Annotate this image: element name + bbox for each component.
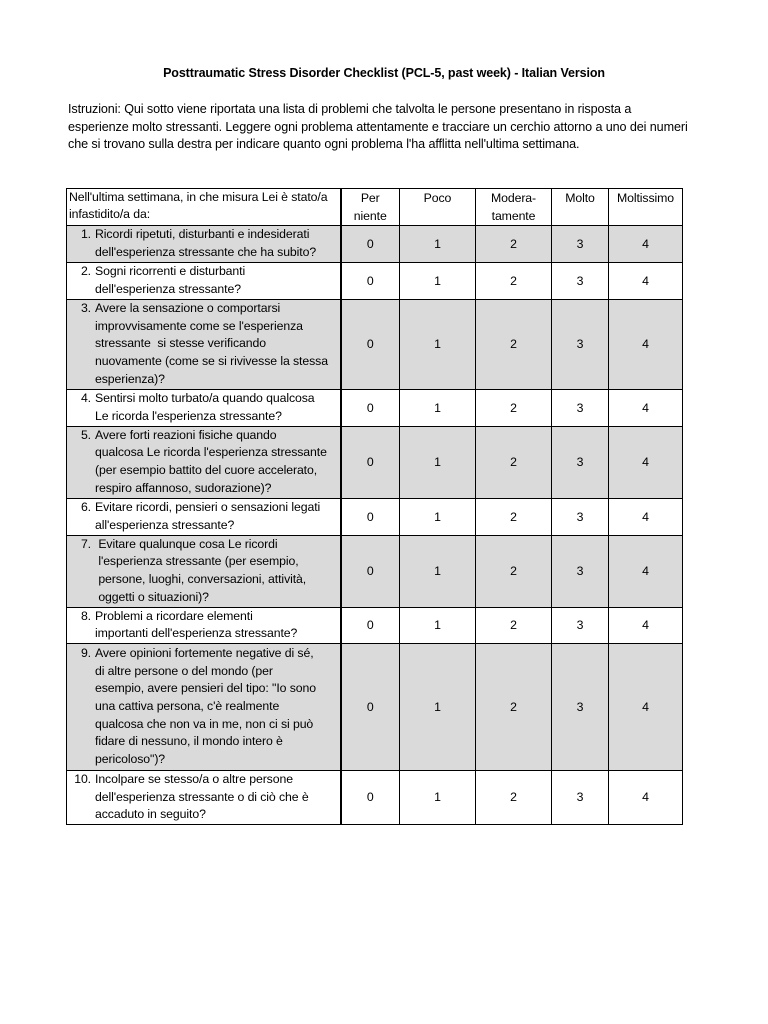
score-option-per-niente[interactable]: 0: [341, 300, 400, 390]
score-option-moderatamente[interactable]: 2: [476, 498, 552, 535]
column-header-moltissimo: Moltissimo: [609, 189, 683, 226]
item-question-cell: [67, 643, 341, 770]
item-number: 5.: [80, 427, 91, 442]
score-option-moltissimo[interactable]: 4: [609, 389, 683, 426]
score-option-moderatamente[interactable]: 2: [476, 535, 552, 607]
column-header-moderatamente: Modera- tamente: [476, 189, 552, 226]
score-option-moltissimo[interactable]: 4: [609, 426, 683, 498]
item-number: 2.: [80, 264, 91, 279]
score-option-moltissimo[interactable]: 4: [609, 226, 683, 263]
score-option-moderatamente[interactable]: 2: [476, 607, 552, 643]
table-row: [67, 226, 683, 263]
score-option-poco[interactable]: 1: [400, 498, 476, 535]
score-option-molto[interactable]: 3: [552, 498, 609, 535]
table-header-row: [67, 189, 683, 226]
item-number: 7.: [80, 536, 91, 551]
item-number: 1.: [80, 227, 91, 242]
checklist-items: [67, 226, 683, 825]
question-column-header: Nell'ultima settimana, in che misura Lei è stato/a infastidito/a da:: [67, 189, 341, 226]
instructions-paragraph: Istruzioni: Qui sotto viene riportata una lista di problemi che talvolta le persone presentano in risposta a esperienze molto stressanti. Leggere ogni problema attentamente e tracciare un cerchio attorno a uno dei numeri che si trovano sulla destra per indicare quanto ogni problema l'ha afflitta nell'ultima settimana.: [68, 102, 688, 152]
score-option-molto[interactable]: 3: [552, 426, 609, 498]
table-row: [67, 389, 683, 426]
score-option-poco[interactable]: 1: [400, 643, 476, 770]
item-number: 9.: [80, 645, 91, 660]
item-text: Sogni ricorrenti e disturbanti dell'esperienza stressante?: [95, 264, 246, 296]
score-option-moderatamente[interactable]: 2: [476, 770, 552, 824]
item-text: Evitare qualunque cosa Le ricordi l'esperienza stressante (per esempio, persone, luoghi, conversazioni, attività, oggetti o situazioni)?: [95, 536, 307, 604]
score-option-poco[interactable]: 1: [400, 535, 476, 607]
item-text: Incolpare se stesso/a o altre persone dell'esperienza stressante o di ciò che è accaduto in seguito?: [95, 771, 309, 822]
item-question-cell: [67, 389, 341, 426]
table-row: [67, 607, 683, 643]
score-option-moltissimo[interactable]: 4: [609, 535, 683, 607]
score-option-molto[interactable]: 3: [552, 607, 609, 643]
table-row: [67, 300, 683, 390]
item-question-cell: [67, 770, 341, 824]
score-option-moderatamente[interactable]: 2: [476, 426, 552, 498]
item-question-cell: [67, 535, 341, 607]
item-question-cell: [67, 607, 341, 643]
column-header-molto: Molto: [552, 189, 609, 226]
score-option-moltissimo[interactable]: 4: [609, 770, 683, 824]
score-option-per-niente[interactable]: 0: [341, 607, 400, 643]
score-option-per-niente[interactable]: 0: [341, 389, 400, 426]
column-header-poco: Poco: [400, 189, 476, 226]
score-option-molto[interactable]: 3: [552, 300, 609, 390]
item-question-cell: [67, 263, 341, 300]
score-option-per-niente[interactable]: 0: [341, 498, 400, 535]
score-option-moltissimo[interactable]: 4: [609, 300, 683, 390]
item-question-cell: [67, 226, 341, 263]
table-row: [67, 535, 683, 607]
score-option-poco[interactable]: 1: [400, 426, 476, 498]
item-question-cell: [67, 300, 341, 390]
score-option-per-niente[interactable]: 0: [341, 770, 400, 824]
item-text: Sentirsi molto turbato/a quando qualcosa Le ricorda l'esperienza stressante?: [95, 390, 315, 423]
score-option-poco[interactable]: 1: [400, 607, 476, 643]
item-number: 8.: [80, 608, 91, 623]
score-option-moderatamente[interactable]: 2: [476, 226, 552, 263]
score-option-poco[interactable]: 1: [400, 263, 476, 300]
table-row: [67, 643, 683, 770]
score-option-moltissimo[interactable]: 4: [609, 263, 683, 300]
score-option-moltissimo[interactable]: 4: [609, 607, 683, 643]
score-option-per-niente[interactable]: 0: [341, 426, 400, 498]
score-option-molto[interactable]: 3: [552, 226, 609, 263]
item-number: 3.: [80, 301, 91, 315]
score-option-per-niente[interactable]: 0: [341, 226, 400, 263]
item-question-cell: [67, 498, 341, 535]
pcl5-checklist-table: [66, 188, 683, 825]
table-row: [67, 770, 683, 824]
score-option-molto[interactable]: 3: [552, 643, 609, 770]
item-number: 10.: [74, 771, 91, 786]
score-option-per-niente[interactable]: 0: [341, 263, 400, 300]
column-header-per-niente: Per niente: [341, 189, 400, 226]
table-row: [67, 498, 683, 535]
score-option-moltissimo[interactable]: 4: [609, 643, 683, 770]
item-number: 6.: [80, 499, 91, 514]
score-option-moderatamente[interactable]: 2: [476, 389, 552, 426]
item-question-cell: [67, 426, 341, 498]
item-text: Avere la sensazione o comportarsi improvvisamente come se l'esperienza stressante si stesse verificando nuovamente (come se si rivivesse la stessa esperienza)?: [95, 301, 328, 386]
score-option-moderatamente[interactable]: 2: [476, 263, 552, 300]
item-text: Ricordi ripetuti, disturbanti e indesiderati dell'esperienza stressante che ha subito?: [95, 227, 317, 259]
score-option-poco[interactable]: 1: [400, 226, 476, 263]
item-text: Avere opinioni fortemente negative di sé, di altre persone o del mondo (per esempio, avere pensieri del tipo: "Io sono una cattiva persona, c'è realmente qualcosa che non va in me, non ci si può fidare di nessuno, il mondo intero è pericoloso")?: [95, 645, 316, 767]
table-row: [67, 263, 683, 300]
document-title: Posttraumatic Stress Disorder Checklist (PCL-5, past week) - Italian Version: [163, 66, 605, 80]
score-option-moltissimo[interactable]: 4: [609, 498, 683, 535]
score-option-molto[interactable]: 3: [552, 535, 609, 607]
score-option-moderatamente[interactable]: 2: [476, 300, 552, 390]
score-option-molto[interactable]: 3: [552, 389, 609, 426]
score-option-poco[interactable]: 1: [400, 770, 476, 824]
item-text: Evitare ricordi, pensieri o sensazioni legati all'esperienza stressante?: [95, 499, 321, 532]
item-number: 4.: [80, 390, 91, 405]
score-option-moderatamente[interactable]: 2: [476, 643, 552, 770]
score-option-molto[interactable]: 3: [552, 263, 609, 300]
score-option-per-niente[interactable]: 0: [341, 643, 400, 770]
item-text: Avere forti reazioni fisiche quando qualcosa Le ricorda l'esperienza stressante (per esempio battito del cuore accelerato, respiro affannoso, sudorazione)?: [95, 427, 327, 495]
score-option-molto[interactable]: 3: [552, 770, 609, 824]
item-text: Problemi a ricordare elementi importanti dell'esperienza stressante?: [95, 608, 298, 641]
score-option-poco[interactable]: 1: [400, 300, 476, 390]
score-option-per-niente[interactable]: 0: [341, 535, 400, 607]
table-row: [67, 426, 683, 498]
score-option-poco[interactable]: 1: [400, 389, 476, 426]
